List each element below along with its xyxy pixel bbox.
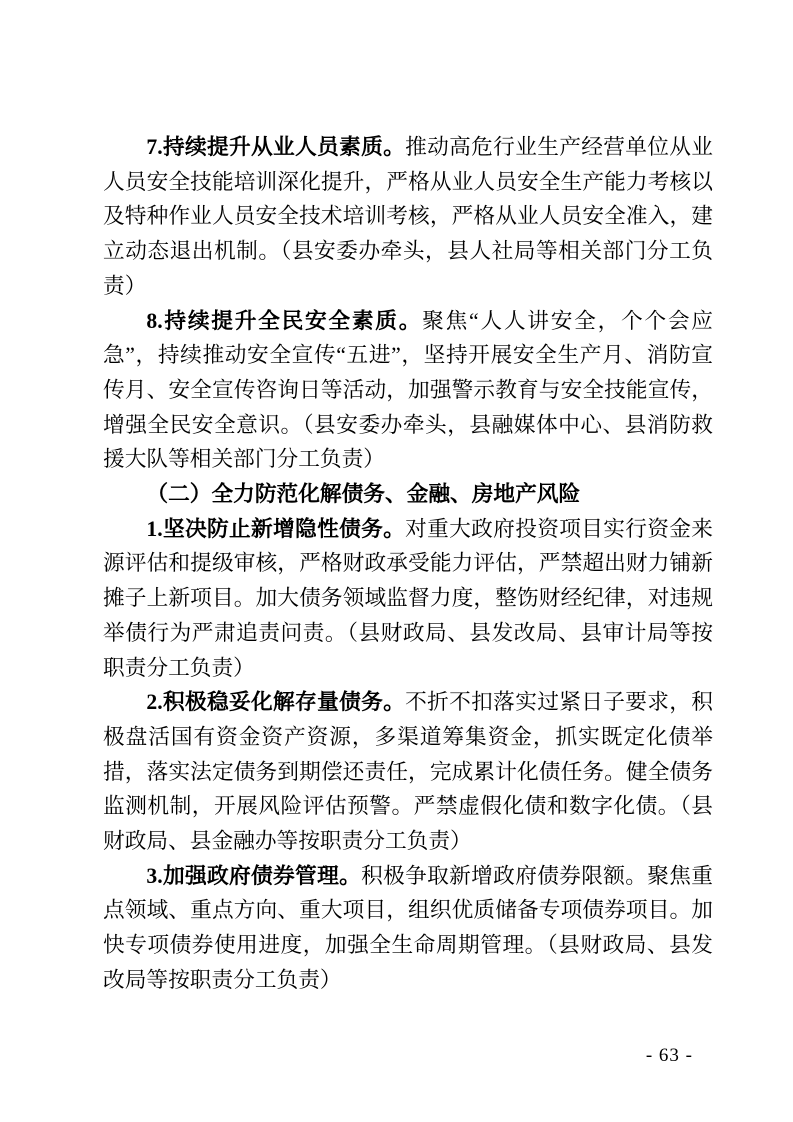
paragraph-item-7-body: 推动高危行业生产经营单位从业人员安全技能培训深化提升，严格从业人员安全生产能力考核以及特种作业人员安全技术培训考核，严格从业人员安全准入，建立动态退出机制。（县安委办牵头，县人社局等相关部门分工负责） bbox=[103, 135, 713, 298]
paragraph-item-1-body: 对重大政府投资项目实行资金来源评估和提级审核，严格财政承受能力评估，严禁超出财力铺新摊子上新项目。加大债务领域监督力度，整饬财经纪律，对违规举债行为严肃追责问责。（县财政局、县发改局、县审计局等按职责分工负责） bbox=[103, 516, 713, 680]
page-number: - 63 - bbox=[645, 1045, 693, 1066]
document-body bbox=[103, 130, 713, 998]
paragraph-item-3 bbox=[103, 859, 713, 998]
paragraph-item-1 bbox=[103, 512, 713, 686]
paragraph-item-3-lead: 3.加强政府债券管理。 bbox=[146, 863, 362, 888]
paragraph-item-2-body: 不折不扣落实过紧日子要求，积极盘活国有资金资产资源，多渠道筹集资金，抓实既定化债举措，落实法定债务到期偿还责任，完成累计化债任务。健全债务监测机制，开展风险评估预警。严禁虚假化债和数字化债。（县财政局、县金融办等按职责分工负责） bbox=[103, 690, 713, 854]
paragraph-item-1-lead: 1.坚决防止新增隐性债务。 bbox=[146, 516, 406, 541]
paragraph-item-2 bbox=[103, 685, 713, 859]
paragraph-item-2-lead: 2.积极稳妥化解存量债务。 bbox=[146, 690, 406, 715]
paragraph-item-7 bbox=[103, 130, 713, 304]
paragraph-item-3-body: 积极争取新增政府债券限额。聚焦重点领域、重点方向、重大项目，组织优质储备专项债券项目。加快专项债券使用进度，加强全生命周期管理。（县财政局、县发改局等按职责分工负责） bbox=[103, 863, 713, 992]
paragraph-item-8-body: 聚焦“人人讲安全，个个会应急”，持续推动安全宣传“五进”，坚持开展安全生产月、消防宣传月、安全宣传咨询日等活动，加强警示教育与安全技能宣传，增强全民安全意识。（县安委办牵头，县融媒体中心、县消防救援大队等相关部门分工负责） bbox=[103, 308, 713, 472]
paragraph-item-7-lead: 7.持续提升从业人员素质。 bbox=[146, 135, 406, 159]
paragraph-item-8 bbox=[103, 304, 713, 478]
section-heading: （二）全力防范化解债务、金融、房地产风险 bbox=[146, 482, 581, 507]
paragraph-item-8-lead: 8.持续提升全民安全素质。 bbox=[146, 308, 423, 333]
